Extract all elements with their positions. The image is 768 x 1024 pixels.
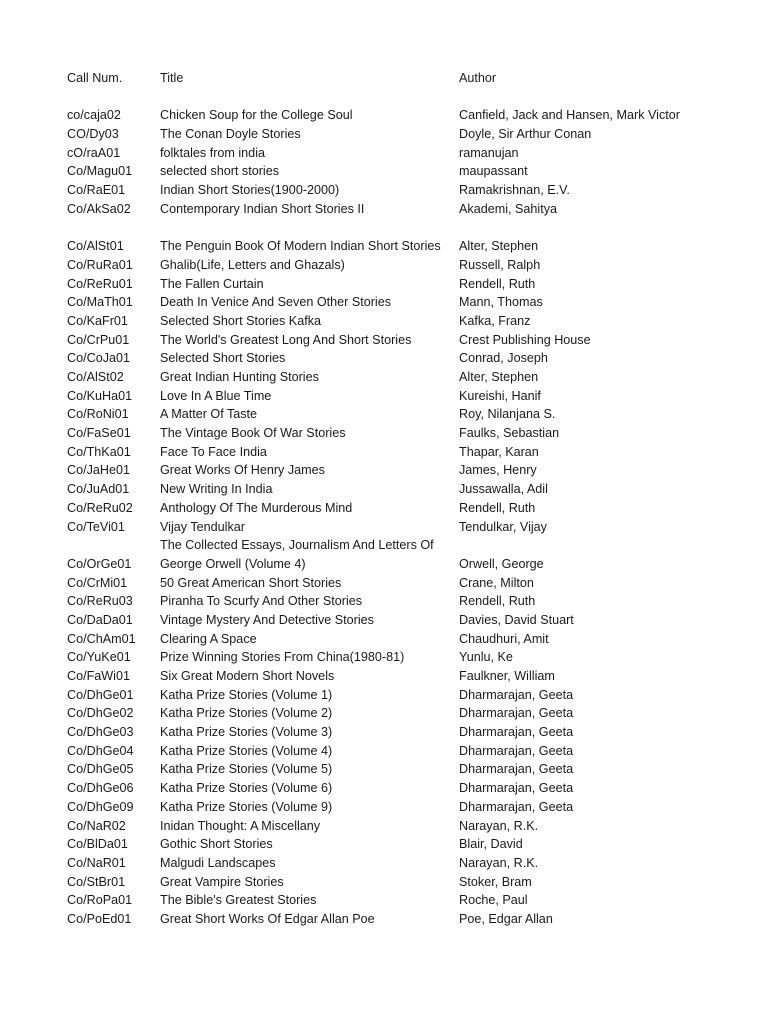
call-number-cell: Co/OrGe01 (67, 556, 132, 571)
call-number-cell: Co/DhGe04 (67, 743, 134, 758)
call-number-cell: Co/RoNi01 (67, 407, 129, 422)
table-row (0, 461, 768, 480)
call-number-cell: Co/DhGe03 (67, 725, 134, 740)
table-row (0, 125, 768, 144)
author-cell: Ramakrishnan, E.V. (459, 183, 570, 198)
title-cell: Piranha To Scurfy And Other Stories (160, 594, 363, 609)
table-row (0, 891, 768, 910)
author-cell: Chaudhuri, Amit (459, 631, 549, 646)
table-row (0, 293, 768, 312)
header-call-num: Call Num. (67, 71, 123, 85)
author-cell: Conrad, Joseph (459, 351, 548, 366)
author-cell: Roy, Nilanjana S. (459, 407, 556, 422)
call-number-cell: Co/JaHe01 (67, 463, 131, 478)
author-cell: Tendulkar, Vijay (459, 519, 547, 534)
author-cell: Crest Publishing House (459, 332, 591, 347)
title-cell: The Conan Doyle Stories (160, 127, 301, 142)
call-number-cell: Co/AlSt02 (67, 370, 124, 384)
title-cell: Clearing A Space (160, 631, 257, 646)
author-cell: Faulkner, William (459, 669, 555, 683)
author-cell: Dharmarajan, Geeta (459, 762, 574, 777)
call-number-cell: Co/PoEd01 (67, 911, 132, 926)
call-number-cell: Co/NaR01 (67, 855, 126, 870)
call-number-cell: Co/JuAd01 (67, 482, 130, 497)
title-cell: Anthology Of The Murderous Mind (160, 500, 353, 515)
title-cell: Selected Short Stories Kafka (160, 313, 322, 328)
call-number-cell: cO/raA01 (67, 145, 121, 160)
header-row (0, 69, 768, 88)
title-cell: Love In A Blue Time (160, 388, 272, 403)
title-cell: Vintage Mystery And Detective Stories (160, 612, 374, 627)
title-cell: The World's Greatest Long And Short Stories (160, 332, 412, 347)
table-row (0, 256, 768, 275)
title-cell: New Writing In India (160, 482, 273, 497)
author-cell: Alter, Stephen (459, 239, 539, 254)
title-cell: Katha Prize Stories (Volume 1) (160, 687, 333, 702)
table-row (0, 200, 768, 219)
author-cell: Roche, Paul (459, 893, 528, 908)
author-cell: Akademi, Sahitya (459, 201, 558, 216)
table-row (0, 817, 768, 836)
title-cell: Gothic Short Stories (160, 837, 273, 852)
title-cell: folktales from india (160, 145, 265, 160)
call-number-cell: Co/YuKe01 (67, 650, 131, 665)
table-row (0, 368, 768, 387)
table-row (0, 760, 768, 779)
call-number-cell: Co/CrMi01 (67, 575, 128, 590)
table-row (0, 798, 768, 817)
table-row (0, 555, 768, 574)
table-row (0, 592, 768, 611)
table-row (0, 574, 768, 593)
table-row (0, 686, 768, 705)
title-cell: Katha Prize Stories (Volume 2) (160, 706, 333, 721)
call-number-cell: Co/CoJa01 (67, 351, 131, 366)
title-cell: Katha Prize Stories (Volume 4) (160, 743, 333, 758)
blank-row (0, 219, 768, 238)
title-cell: Great Vampire Stories (160, 874, 284, 889)
call-number-cell: Co/RoPa01 (67, 893, 133, 908)
author-cell: Thapar, Karan (459, 444, 539, 459)
table-row (0, 405, 768, 424)
call-number-cell: Co/FaWi01 (67, 669, 130, 683)
title-cell: Katha Prize Stories (Volume 9) (160, 799, 333, 814)
author-cell: Orwell, George (459, 556, 544, 571)
author-cell: Narayan, R.K. (459, 818, 539, 833)
table-row (0, 667, 768, 686)
table-row (0, 424, 768, 443)
table-row (0, 648, 768, 667)
title-cell: The Bible's Greatest Stories (160, 893, 317, 908)
table-row (0, 518, 768, 537)
call-number-cell: Co/ReRu03 (67, 594, 133, 609)
header-title: Title (160, 71, 184, 85)
author-cell: Dharmarajan, Geeta (459, 725, 574, 740)
table-row (0, 854, 768, 873)
author-cell: Alter, Stephen (459, 370, 539, 384)
call-number-cell: Co/ReRu01 (67, 276, 133, 291)
title-cell: Great Short Works Of Edgar Allan Poe (160, 911, 375, 926)
author-cell: Kafka, Franz (459, 313, 531, 328)
title-cell: The Vintage Book Of War Stories (160, 426, 346, 441)
catalog-rows (0, 88, 768, 929)
table-row (0, 630, 768, 649)
table-row (0, 536, 768, 555)
call-number-cell: Co/DhGe05 (67, 762, 134, 777)
title-cell: Katha Prize Stories (Volume 5) (160, 762, 333, 777)
author-cell: Rendell, Ruth (459, 500, 536, 515)
title-cell: George Orwell (Volume 4) (160, 556, 306, 571)
title-cell: Death In Venice And Seven Other Stories (160, 295, 392, 310)
table-row (0, 312, 768, 331)
table-row (0, 742, 768, 761)
author-cell: Poe, Edgar Allan (459, 911, 553, 926)
author-cell: Narayan, R.K. (459, 855, 539, 870)
title-cell: Vijay Tendulkar (160, 519, 245, 534)
call-number-cell: Co/ChAm01 (67, 631, 136, 646)
call-number-cell: Co/StBr01 (67, 874, 126, 889)
title-cell: Inidan Thought: A Miscellany (160, 818, 321, 833)
table-row (0, 779, 768, 798)
title-cell: Katha Prize Stories (Volume 6) (160, 781, 333, 796)
catalog-sheet (0, 69, 768, 929)
title-cell: The Collected Essays, Journalism And Letters Of (160, 538, 434, 553)
call-number-cell: Co/KuHa01 (67, 388, 133, 403)
call-number-cell: Co/KaFr01 (67, 313, 128, 328)
call-number-cell: Co/DhGe01 (67, 687, 134, 702)
table-row (0, 349, 768, 368)
title-cell: Face To Face India (160, 444, 267, 459)
table-row (0, 181, 768, 200)
author-cell: maupassant (459, 164, 528, 179)
call-number-cell: Co/AlSt01 (67, 239, 124, 254)
title-cell: Great Works Of Henry James (160, 463, 325, 478)
author-cell: Rendell, Ruth (459, 594, 536, 609)
author-cell: Dharmarajan, Geeta (459, 743, 574, 758)
title-cell: Contemporary Indian Short Stories II (160, 201, 365, 216)
table-row (0, 723, 768, 742)
call-number-cell: Co/DaDa01 (67, 612, 133, 627)
author-cell: Stoker, Bram (459, 874, 532, 889)
call-number-cell: Co/DhGe09 (67, 799, 134, 814)
call-number-cell: Co/MaTh01 (67, 295, 133, 310)
author-cell: Dharmarajan, Geeta (459, 687, 574, 702)
table-row (0, 611, 768, 630)
call-number-cell: Co/FaSe01 (67, 426, 131, 441)
author-cell: Kureishi, Hanif (459, 388, 541, 403)
title-cell: The Penguin Book Of Modern Indian Short Stories (160, 239, 441, 254)
blank-row (0, 88, 768, 107)
title-cell: Selected Short Stories (160, 351, 286, 366)
title-cell: The Fallen Curtain (160, 276, 264, 291)
call-number-cell: Co/DhGe02 (67, 706, 134, 721)
call-number-cell: co/caja02 (67, 108, 121, 123)
title-cell: 50 Great American Short Stories (160, 575, 342, 590)
title-cell: Malgudi Landscapes (160, 855, 276, 870)
author-cell: Jussawalla, Adil (459, 482, 548, 497)
table-row (0, 331, 768, 350)
call-number-cell: Co/TeVi01 (67, 519, 125, 534)
table-row (0, 275, 768, 294)
title-cell: selected short stories (160, 164, 279, 179)
table-row (0, 106, 768, 125)
call-number-cell: Co/ReRu02 (67, 500, 133, 515)
author-cell: Davies, David Stuart (459, 612, 574, 627)
call-number-cell: Co/CrPu01 (67, 332, 130, 347)
author-cell: Mann, Thomas (459, 295, 543, 310)
header-author: Author (459, 71, 497, 85)
call-number-cell: Co/AkSa02 (67, 201, 131, 216)
author-cell: Dharmarajan, Geeta (459, 781, 574, 796)
call-number-cell: Co/ThKa01 (67, 444, 131, 459)
call-number-cell: Co/RuRa01 (67, 257, 133, 272)
table-row (0, 704, 768, 723)
call-number-cell: Co/Magu01 (67, 164, 133, 179)
author-cell: Russell, Ralph (459, 257, 541, 272)
author-cell: Blair, David (459, 837, 523, 852)
author-cell: Faulks, Sebastian (459, 426, 560, 441)
title-cell: Chicken Soup for the College Soul (160, 108, 353, 123)
title-cell: Indian Short Stories(1900-2000) (160, 183, 340, 198)
table-row (0, 387, 768, 406)
title-cell: Great Indian Hunting Stories (160, 370, 319, 384)
table-row (0, 480, 768, 499)
table-row (0, 499, 768, 518)
author-cell: Crane, Milton (459, 575, 534, 590)
call-number-cell: Co/NaR02 (67, 818, 126, 833)
title-cell: Ghalib(Life, Letters and Ghazals) (160, 257, 345, 272)
title-cell: Katha Prize Stories (Volume 3) (160, 725, 333, 740)
table-row (0, 910, 768, 929)
table-row (0, 443, 768, 462)
call-number-cell: Co/BlDa01 (67, 837, 128, 852)
call-number-cell: Co/DhGe06 (67, 781, 134, 796)
title-cell: Prize Winning Stories From China(1980-81) (160, 650, 405, 665)
author-cell: Dharmarajan, Geeta (459, 799, 574, 814)
author-cell: Canfield, Jack and Hansen, Mark Victor (459, 108, 680, 123)
author-cell: Doyle, Sir Arthur Conan (459, 127, 592, 142)
call-number-cell: Co/RaE01 (67, 183, 126, 198)
author-cell: ramanujan (459, 145, 519, 160)
author-cell: Rendell, Ruth (459, 276, 536, 291)
table-row (0, 144, 768, 163)
call-number-cell: CO/Dy03 (67, 127, 119, 142)
table-row (0, 162, 768, 181)
author-cell: Yunlu, Ke (459, 650, 513, 665)
table-row (0, 835, 768, 854)
table-row (0, 873, 768, 892)
author-cell: James, Henry (459, 463, 537, 478)
title-cell: A Matter Of Taste (160, 407, 258, 422)
table-row (0, 237, 768, 256)
title-cell: Six Great Modern Short Novels (160, 669, 335, 683)
author-cell: Dharmarajan, Geeta (459, 706, 574, 721)
